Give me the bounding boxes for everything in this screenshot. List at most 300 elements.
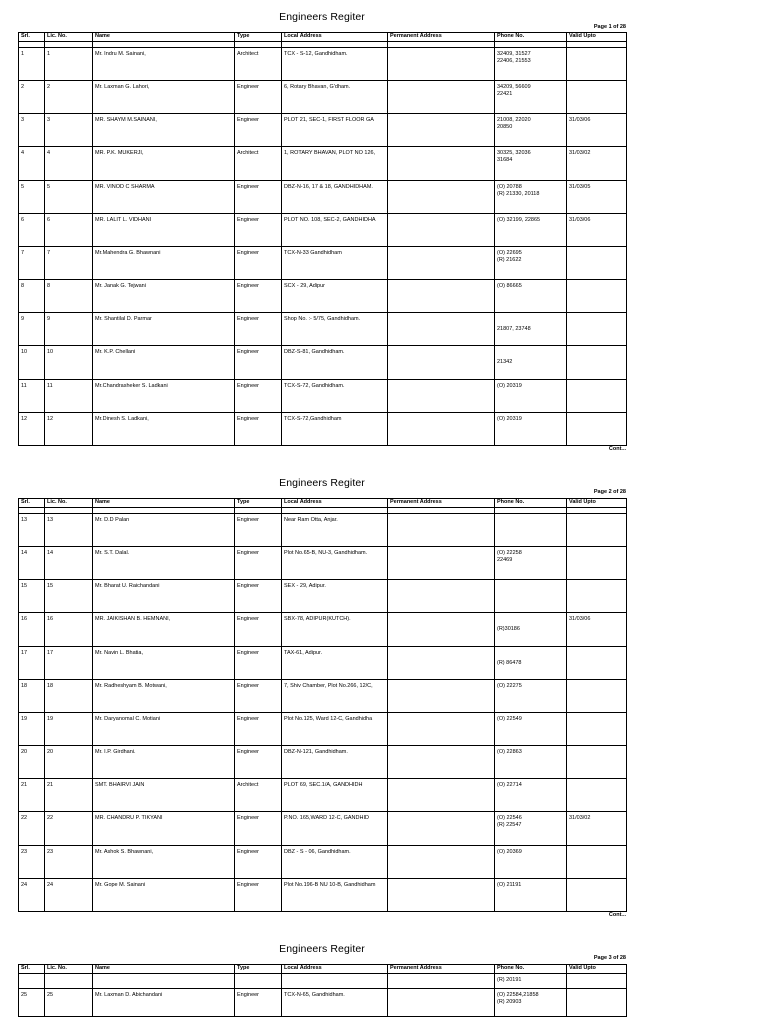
table-row (19, 346, 627, 380)
column-header: Lic. No. (45, 965, 93, 974)
name-cell: Mr.Chandrasheker S. Ladkani (93, 380, 235, 413)
permanent-address-cell (388, 48, 495, 81)
table-row (19, 647, 627, 680)
type-cell: Architect (235, 48, 282, 81)
lic-no-cell: 11 (45, 380, 93, 413)
phone-cell (495, 514, 567, 547)
phone-line: (O) 22584,21858 (497, 992, 539, 998)
srl-cell: 19 (19, 713, 45, 746)
table-header (19, 965, 627, 974)
name-cell: Mr. Daryanomal C. Motiani (93, 713, 235, 746)
column-header: Phone No. (495, 33, 567, 42)
phone-line: (O) 20788 (497, 184, 522, 190)
phone-cell (495, 247, 567, 280)
table-row (19, 613, 627, 647)
local-address-cell: DBZ-N-121, Gandhidham. (282, 746, 388, 779)
local-address-cell: Plot No.196-B NU 10-B, Gandhidham (282, 879, 388, 912)
phone-line: (O) 20319 (497, 383, 522, 389)
valid-upto-cell (567, 48, 627, 81)
local-address-cell: 1, ROTARY BHAVAN, PLOT NO 126, (282, 147, 388, 181)
type-cell: Engineer (235, 989, 282, 1017)
name-cell: Mr. Bharat U. Raichandani (93, 580, 235, 613)
phone-line: (O) 20319 (497, 416, 522, 422)
phone-line: (O) 22714 (497, 782, 522, 788)
register-table (18, 964, 627, 1017)
local-address-cell: SEX - 29, Adipur. (282, 580, 388, 613)
type-cell: Architect (235, 779, 282, 812)
name-cell: MR. JAIKISHAN B. HEMNANI, (93, 613, 235, 647)
phone-line: 30325, 32036 (497, 150, 531, 156)
lic-no-cell: 20 (45, 746, 93, 779)
table-row (19, 713, 627, 746)
empty-cell (45, 974, 93, 989)
lic-no-cell: 18 (45, 680, 93, 713)
page-number: Page 3 of 28 (593, 955, 626, 961)
phone-line: 34209, 56609 (497, 84, 531, 90)
phone-line: (R) 86478 (497, 660, 522, 666)
phone-line (497, 316, 564, 326)
type-cell: Engineer (235, 313, 282, 346)
phone-line: 20850 (497, 124, 513, 130)
phone-cell (495, 81, 567, 114)
valid-upto-cell (567, 413, 627, 446)
type-cell: Engineer (235, 713, 282, 746)
empty-cell (282, 974, 388, 989)
phone-line: (R) 22547 (497, 822, 522, 828)
local-address-cell: DBZ-S-81, Gandhidham. (282, 346, 388, 380)
lic-no-cell: 7 (45, 247, 93, 280)
local-address-cell: PLOT NO. 108, SEC-2, GANDHIDHA (282, 214, 388, 247)
phone-cell (495, 647, 567, 680)
phone-line: (O) 22695 (497, 250, 522, 256)
valid-upto-cell (567, 313, 627, 346)
phone-line: (R) 21622 (497, 257, 522, 263)
permanent-address-cell (388, 989, 495, 1017)
table-header (19, 33, 627, 42)
srl-cell: 22 (19, 812, 45, 846)
lic-no-cell: 15 (45, 580, 93, 613)
name-cell: Mr. Janak G. Tejwani (93, 280, 235, 313)
local-address-cell: 7, Shiv Chamber, Plot No.266, 12/C, (282, 680, 388, 713)
lic-no-cell: 24 (45, 879, 93, 912)
valid-upto-cell (567, 514, 627, 547)
phone-cell (495, 114, 567, 147)
phone-cell (495, 313, 567, 346)
phone-line: (O) 22275 (497, 683, 522, 689)
permanent-address-cell (388, 812, 495, 846)
type-cell: Engineer (235, 580, 282, 613)
phone-cell (495, 989, 567, 1017)
srl-cell: 4 (19, 147, 45, 181)
phone-line: (O) 20369 (497, 849, 522, 855)
column-header: Permanent Address (388, 499, 495, 508)
local-address-cell: Near Ram Otta, Anjar. (282, 514, 388, 547)
table-row (19, 746, 627, 779)
permanent-address-cell (388, 413, 495, 446)
valid-upto-cell (567, 380, 627, 413)
local-address-cell: TCX-S-72,Gandhidham (282, 413, 388, 446)
empty-cell (19, 974, 45, 989)
type-cell: Engineer (235, 280, 282, 313)
phone-line: 31684 (497, 157, 513, 163)
type-cell: Engineer (235, 746, 282, 779)
table-body (19, 42, 627, 446)
name-cell: MR. LALIT L. VIDHANI (93, 214, 235, 247)
lic-no-cell: 21 (45, 779, 93, 812)
srl-cell: 18 (19, 680, 45, 713)
name-cell: Mr. Gope M. Sainani (93, 879, 235, 912)
phone-line (497, 349, 564, 359)
srl-cell: 2 (19, 81, 45, 114)
phone-cell (495, 380, 567, 413)
permanent-address-cell (388, 680, 495, 713)
phone-line (497, 616, 564, 626)
name-cell: MR. CHANDRU P. TIKYANI (93, 812, 235, 846)
local-address-cell: TCX-N-65, Gandhidham. (282, 989, 388, 1017)
local-address-cell: DBZ-N-16, 17 & 18, GANDHIDHAM. (282, 181, 388, 214)
srl-cell: 10 (19, 346, 45, 380)
permanent-address-cell (388, 879, 495, 912)
table-row (19, 989, 627, 1017)
table-row (19, 181, 627, 214)
lic-no-cell: 12 (45, 413, 93, 446)
column-header: Phone No. (495, 965, 567, 974)
phone-line: 21008, 22020 (497, 117, 531, 123)
table-row (19, 680, 627, 713)
lic-no-cell: 14 (45, 547, 93, 580)
lic-no-cell: 16 (45, 613, 93, 647)
column-header: Type (235, 965, 282, 974)
type-cell: Engineer (235, 812, 282, 846)
column-header: Local Address (282, 965, 388, 974)
srl-cell: 7 (19, 247, 45, 280)
valid-upto-cell (567, 846, 627, 879)
continued-label: Cont... (608, 912, 626, 918)
column-header: Srl. (19, 33, 45, 42)
local-address-cell: TCX - S-12, Gandhidham. (282, 48, 388, 81)
valid-upto-cell (567, 989, 627, 1017)
type-cell: Architect (235, 147, 282, 181)
phone-cell (495, 680, 567, 713)
column-header: Name (93, 499, 235, 508)
valid-upto-cell (567, 680, 627, 713)
valid-upto-cell (567, 247, 627, 280)
table-row (19, 779, 627, 812)
type-cell: Engineer (235, 413, 282, 446)
type-cell: Engineer (235, 879, 282, 912)
permanent-address-cell (388, 313, 495, 346)
permanent-address-cell (388, 713, 495, 746)
permanent-address-cell (388, 647, 495, 680)
srl-cell: 6 (19, 214, 45, 247)
lic-no-cell: 6 (45, 214, 93, 247)
lic-no-cell: 4 (45, 147, 93, 181)
permanent-address-cell (388, 181, 495, 214)
permanent-address-cell (388, 114, 495, 147)
phone-cell (495, 547, 567, 580)
type-cell: Engineer (235, 81, 282, 114)
phone-cell (495, 413, 567, 446)
column-header: Phone No. (495, 499, 567, 508)
type-cell: Engineer (235, 547, 282, 580)
name-cell: MR. P.K. MUKERJI, (93, 147, 235, 181)
local-address-cell: P.NO. 165,WARD 12-C, GANDHID (282, 812, 388, 846)
lic-no-cell: 22 (45, 812, 93, 846)
phone-cell (495, 214, 567, 247)
phone-cell (495, 812, 567, 846)
column-header: Permanent Address (388, 965, 495, 974)
lic-no-cell: 10 (45, 346, 93, 380)
register-table (18, 32, 627, 446)
local-address-cell: Shop No. :- 5/75, Gandhidham. (282, 313, 388, 346)
column-header: Valid Upto (567, 33, 627, 42)
type-cell: Engineer (235, 247, 282, 280)
valid-upto-cell (567, 346, 627, 380)
type-cell: Engineer (235, 514, 282, 547)
phone-line: (O) 22258 (497, 550, 522, 556)
lic-no-cell: 23 (45, 846, 93, 879)
table-row (19, 247, 627, 280)
column-header: Srl. (19, 499, 45, 508)
page-title: Engineers Regiter (279, 11, 365, 23)
type-cell: Engineer (235, 380, 282, 413)
phone-cell: (R) 20191 (495, 974, 567, 989)
local-address-cell: Plot No.65-B, NU-3, Gandhidham. (282, 547, 388, 580)
permanent-address-cell (388, 613, 495, 647)
valid-upto-cell (567, 647, 627, 680)
srl-cell: 11 (19, 380, 45, 413)
valid-upto-cell: 31/03/06 (567, 114, 627, 147)
empty-cell (235, 974, 282, 989)
srl-cell: 14 (19, 547, 45, 580)
local-address-cell: DBZ - S - 06, Gandhidham. (282, 846, 388, 879)
phone-line: 22421 (497, 91, 513, 97)
srl-cell: 16 (19, 613, 45, 647)
phone-cell (495, 48, 567, 81)
phone-cell (495, 746, 567, 779)
column-header: Valid Upto (567, 965, 627, 974)
table-row (19, 147, 627, 181)
srl-cell: 9 (19, 313, 45, 346)
name-cell: MR. VINOD C SHARMA (93, 181, 235, 214)
local-address-cell: PLOT 69, SEC.1/A, GANDHIDH (282, 779, 388, 812)
continued-label: Cont... (608, 446, 626, 452)
name-cell: Mr.Mahendra G. Bhawnani (93, 247, 235, 280)
valid-upto-cell: 31/03/06 (567, 214, 627, 247)
type-cell: Engineer (235, 181, 282, 214)
phone-cell (495, 181, 567, 214)
register-table (18, 498, 627, 912)
phone-line (497, 650, 564, 660)
table-row (19, 846, 627, 879)
name-cell: Mr. S.T. Dalal. (93, 547, 235, 580)
table-row (19, 280, 627, 313)
permanent-address-cell (388, 147, 495, 181)
valid-upto-cell (567, 779, 627, 812)
empty-cell (567, 974, 627, 989)
local-address-cell: PLOT 21, SEC-1, FIRST FLOOR GA (282, 114, 388, 147)
phone-line: (O) 22863 (497, 749, 522, 755)
permanent-address-cell (388, 779, 495, 812)
local-address-cell: SCX - 29, Adipur (282, 280, 388, 313)
lic-no-cell: 9 (45, 313, 93, 346)
permanent-address-cell (388, 580, 495, 613)
srl-cell: 3 (19, 114, 45, 147)
table-row (19, 879, 627, 912)
srl-cell: 5 (19, 181, 45, 214)
table-body (19, 974, 627, 1017)
permanent-address-cell (388, 280, 495, 313)
phone-line: 21342 (497, 359, 513, 365)
phone-line: (R) 21330, 20118 (497, 191, 540, 197)
table-row (19, 214, 627, 247)
phone-cell (495, 580, 567, 613)
valid-upto-cell: 31/03/05 (567, 181, 627, 214)
phone-line: 22406, 21553 (497, 58, 531, 64)
valid-upto-cell: 31/03/06 (567, 613, 627, 647)
srl-cell: 1 (19, 48, 45, 81)
name-cell: Mr. Shantilal D. Parmar (93, 313, 235, 346)
type-cell: Engineer (235, 346, 282, 380)
phone-line: (R)30186 (497, 626, 520, 632)
local-address-cell: TCX-N-33 Gandhidham (282, 247, 388, 280)
srl-cell: 8 (19, 280, 45, 313)
permanent-address-cell (388, 846, 495, 879)
phone-line: (O) 21191 (497, 882, 522, 888)
permanent-address-cell (388, 514, 495, 547)
page-number: Page 2 of 28 (593, 489, 626, 495)
permanent-address-cell (388, 746, 495, 779)
type-cell: Engineer (235, 846, 282, 879)
permanent-address-cell (388, 81, 495, 114)
permanent-address-cell (388, 547, 495, 580)
name-cell: Mr. K.P. Chellani (93, 346, 235, 380)
phone-line: (O) 86665 (497, 283, 522, 289)
name-cell: Mr. I.P. Girdhani. (93, 746, 235, 779)
srl-cell: 24 (19, 879, 45, 912)
srl-cell: 13 (19, 514, 45, 547)
page-title: Engineers Regiter (279, 477, 365, 489)
phone-line: (R) 20903 (497, 999, 522, 1005)
page-number: Page 1 of 28 (593, 24, 626, 30)
name-cell: MR. SHAYM M.SAINANI, (93, 114, 235, 147)
empty-cell (93, 974, 235, 989)
srl-cell: 15 (19, 580, 45, 613)
table-row (19, 81, 627, 114)
column-header: Lic. No. (45, 33, 93, 42)
name-cell: Mr. Radheshyam B. Motwani, (93, 680, 235, 713)
valid-upto-cell: 31/03/02 (567, 147, 627, 181)
valid-upto-cell (567, 746, 627, 779)
type-cell: Engineer (235, 114, 282, 147)
srl-cell: 12 (19, 413, 45, 446)
column-header: Local Address (282, 33, 388, 42)
lic-no-cell: 17 (45, 647, 93, 680)
phone-cell (495, 613, 567, 647)
phone-line: (O) 22546 (497, 815, 522, 821)
name-cell: Mr. Laxman G. Lahori, (93, 81, 235, 114)
phone-line: 32409, 31527 (497, 51, 531, 57)
phone-cell (495, 779, 567, 812)
permanent-address-cell (388, 247, 495, 280)
phone-cell (495, 346, 567, 380)
column-header: Name (93, 33, 235, 42)
valid-upto-cell (567, 547, 627, 580)
lic-no-cell: 19 (45, 713, 93, 746)
table-row (19, 48, 627, 81)
column-header: Type (235, 33, 282, 42)
table-row (19, 812, 627, 846)
phone-line: 21807, 23748 (497, 326, 531, 332)
table-row (19, 313, 627, 346)
valid-upto-cell (567, 713, 627, 746)
lic-no-cell: 13 (45, 514, 93, 547)
type-cell: Engineer (235, 214, 282, 247)
lic-no-cell: 2 (45, 81, 93, 114)
srl-cell: 20 (19, 746, 45, 779)
valid-upto-cell (567, 81, 627, 114)
local-address-cell: 6, Rotary Bhavan, G'dham. (282, 81, 388, 114)
table-row (19, 547, 627, 580)
empty-cell (388, 974, 495, 989)
lic-no-cell: 3 (45, 114, 93, 147)
local-address-cell: Plot No.125, Ward 12-C, Gandhidha (282, 713, 388, 746)
srl-cell: 17 (19, 647, 45, 680)
phone-cell (495, 147, 567, 181)
name-cell: Mr. Navin L. Bhatia, (93, 647, 235, 680)
page-title: Engineers Regiter (279, 943, 365, 955)
valid-upto-cell (567, 280, 627, 313)
valid-upto-cell (567, 580, 627, 613)
name-cell: Mr. Laxman D. Abichandani (93, 989, 235, 1017)
column-header: Name (93, 965, 235, 974)
phone-cell (495, 280, 567, 313)
phone-line: (O) 22549 (497, 716, 522, 722)
lic-no-cell: 8 (45, 280, 93, 313)
name-cell: Mr. Ashok S. Bhawnani, (93, 846, 235, 879)
srl-cell: 21 (19, 779, 45, 812)
srl-cell: 23 (19, 846, 45, 879)
valid-upto-cell (567, 879, 627, 912)
permanent-address-cell (388, 346, 495, 380)
column-header: Lic. No. (45, 499, 93, 508)
table-row (19, 514, 627, 547)
table-row (19, 580, 627, 613)
type-cell: Engineer (235, 613, 282, 647)
local-address-cell: SBX-78, ADIPUR(KUTCH). (282, 613, 388, 647)
name-cell: Mr.Dinesh S. Ladkani, (93, 413, 235, 446)
type-cell: Engineer (235, 680, 282, 713)
column-header: Srl. (19, 965, 45, 974)
srl-cell: 25 (19, 989, 45, 1017)
table-row (19, 380, 627, 413)
column-header: Valid Upto (567, 499, 627, 508)
name-cell: Mr. D.D Palan (93, 514, 235, 547)
phone-cell (495, 846, 567, 879)
phone-line: 22469 (497, 557, 513, 563)
phone-cell (495, 713, 567, 746)
local-address-cell: TAX-61, Adipur. (282, 647, 388, 680)
table-row (19, 413, 627, 446)
table-row (19, 114, 627, 147)
table-header (19, 499, 627, 508)
phone-cell (495, 879, 567, 912)
valid-upto-cell: 31/03/02 (567, 812, 627, 846)
lic-no-cell: 25 (45, 989, 93, 1017)
name-cell: Mr. Indru M. Sainani, (93, 48, 235, 81)
lic-no-cell: 5 (45, 181, 93, 214)
name-cell: SMT. BHAIRVI JAIN (93, 779, 235, 812)
